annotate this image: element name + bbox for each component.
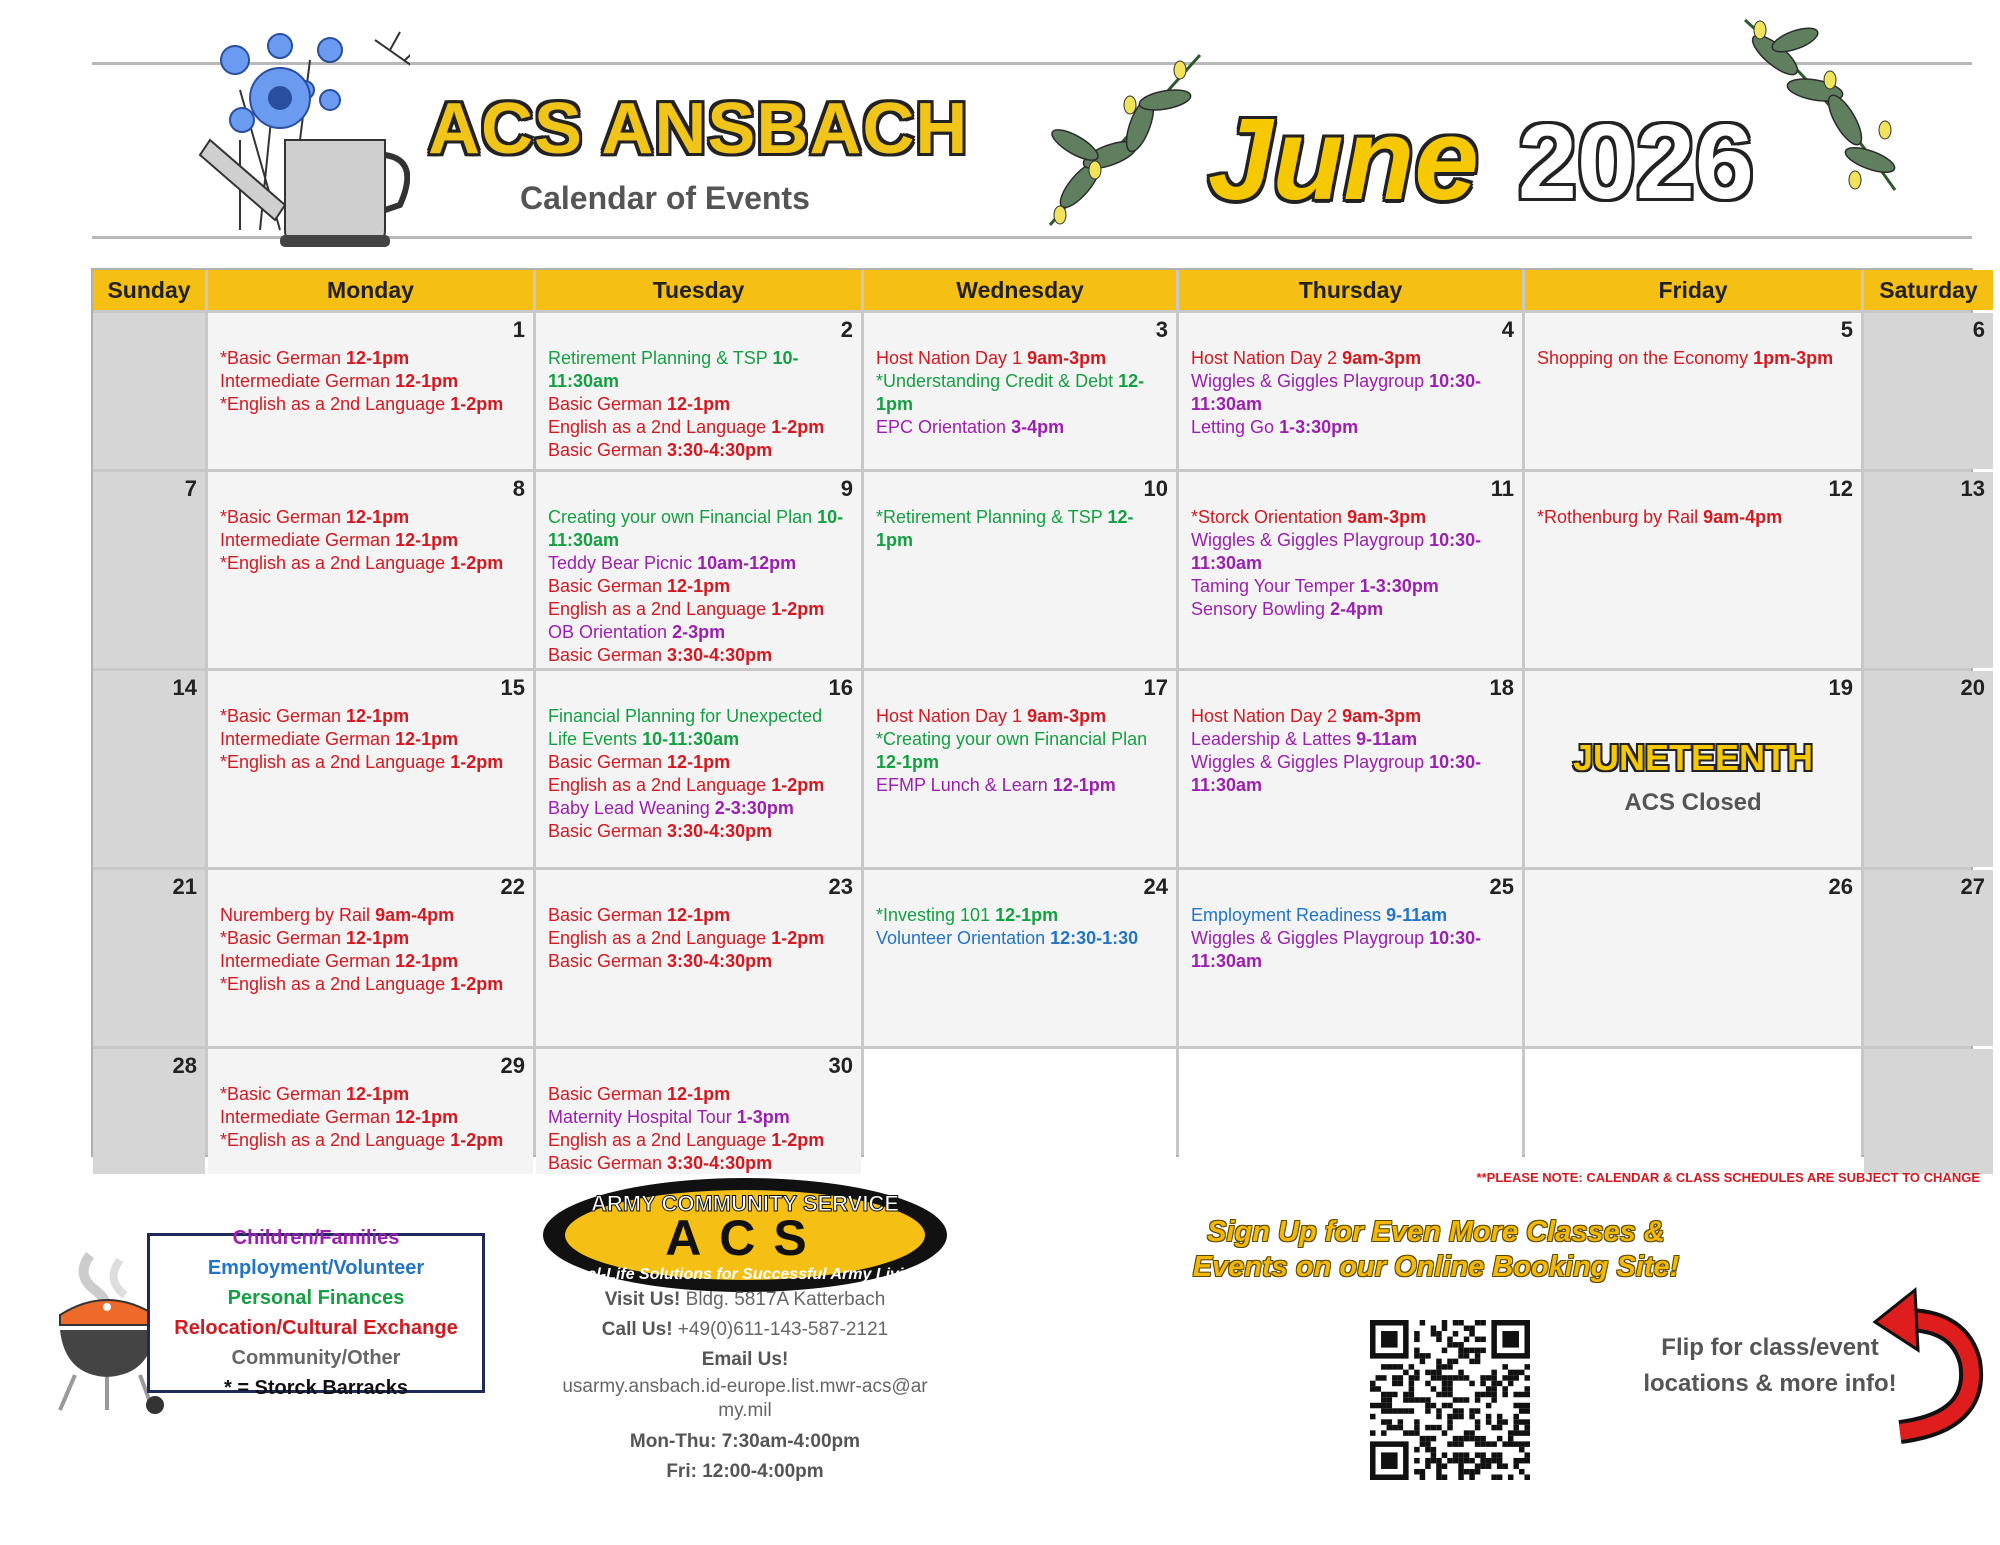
event-time: 1-2pm <box>771 599 825 619</box>
day-number: 4 <box>1501 317 1514 342</box>
event-time: 10:30-11:30am <box>1191 530 1482 573</box>
event-title: Leadership & Lattes <box>1191 729 1357 749</box>
event-time: 10-11:30am <box>548 507 844 550</box>
event-item[interactable] <box>220 950 525 973</box>
event-time: 10:30-11:30am <box>1191 371 1482 414</box>
day-number: 18 <box>1489 675 1514 700</box>
day-number: 6 <box>1972 317 1985 342</box>
day-number: 20 <box>1960 675 1985 700</box>
event-time: 12-1pm <box>395 951 459 971</box>
event-item[interactable] <box>876 774 1168 797</box>
event-item[interactable] <box>548 575 853 598</box>
day-number: 13 <box>1960 476 1985 501</box>
event-item[interactable] <box>1191 529 1514 575</box>
day-cell-13[interactable] <box>1864 472 1993 668</box>
event-time: 10am-12pm <box>697 553 797 573</box>
day-cell-1[interactable] <box>208 313 533 469</box>
event-item[interactable] <box>1191 904 1514 927</box>
contact-info <box>540 1285 950 1487</box>
event-time: 12-1pm <box>395 371 459 391</box>
event-title: English as a 2nd Language <box>548 417 772 437</box>
day-cell-16[interactable] <box>536 671 861 867</box>
day-cell-6[interactable] <box>1864 313 1993 469</box>
event-title: Basic German <box>548 752 668 772</box>
event-item[interactable] <box>548 820 853 843</box>
event-title: *English as a 2nd Language <box>220 974 451 994</box>
event-item[interactable] <box>1191 416 1514 439</box>
event-item[interactable] <box>548 506 853 552</box>
event-time: 1-2pm <box>771 417 825 437</box>
event-title: *Basic German <box>220 706 347 726</box>
event-title: English as a 2nd Language <box>548 599 772 619</box>
event-time: 3-4pm <box>1011 417 1065 437</box>
hours-fri: Fri: 12:00-4:00pm <box>666 1461 824 1482</box>
day-cell-23[interactable] <box>536 870 861 1046</box>
event-time: 9am-3pm <box>1342 348 1422 368</box>
event-title: EPC Orientation <box>876 417 1012 437</box>
day-cell-9[interactable] <box>536 472 861 668</box>
event-item[interactable] <box>1537 506 1853 529</box>
event-title: English as a 2nd Language <box>548 1130 772 1150</box>
event-item[interactable] <box>1191 728 1514 751</box>
event-time: 12-1pm <box>346 348 410 368</box>
event-item[interactable] <box>548 927 853 950</box>
hours-mon-thu: Mon-Thu: 7:30am-4:00pm <box>629 1431 861 1452</box>
day-header-saturday: Saturday <box>1864 270 1993 310</box>
event-time: 12-1pm <box>395 1107 459 1127</box>
event-title: Basic German <box>548 951 668 971</box>
event-item[interactable] <box>876 370 1168 416</box>
legend-item: Children/Families <box>232 1227 400 1249</box>
event-time: 1-2pm <box>771 928 825 948</box>
legend-item: Community/Other <box>231 1347 401 1369</box>
event-title: *Understanding Credit & Debt <box>876 371 1119 391</box>
day-number: 28 <box>172 1053 197 1078</box>
event-title: Employment Readiness <box>1191 905 1387 925</box>
day-number: 8 <box>512 476 525 501</box>
day-cell-empty[interactable] <box>864 1049 1176 1174</box>
day-number: 30 <box>828 1053 853 1078</box>
event-item[interactable] <box>1191 575 1514 598</box>
day-cell-empty[interactable] <box>1179 1049 1522 1174</box>
event-title: Basic German <box>548 394 668 414</box>
event-time: 1pm-3pm <box>1753 348 1834 368</box>
day-cell-30[interactable] <box>536 1049 861 1174</box>
day-number: 16 <box>828 675 853 700</box>
acs-logo <box>540 1175 950 1295</box>
event-item[interactable] <box>876 416 1168 439</box>
day-cell-24[interactable] <box>864 870 1176 1046</box>
day-cell-25[interactable] <box>1179 870 1522 1046</box>
event-item[interactable] <box>1191 705 1514 728</box>
event-item[interactable] <box>220 393 525 416</box>
event-time: 9am-3pm <box>1347 507 1427 527</box>
event-title: Intermediate German <box>220 1107 396 1127</box>
event-title: Host Nation Day 1 <box>876 348 1028 368</box>
month-name: June <box>1208 94 1479 224</box>
day-cell-empty[interactable] <box>93 313 205 469</box>
event-title: Shopping on the Economy <box>1537 348 1754 368</box>
day-cell-21[interactable] <box>93 870 205 1046</box>
event-title: *Storck Orientation <box>1191 507 1348 527</box>
event-title: *English as a 2nd Language <box>220 394 451 414</box>
event-title: Retirement Planning & TSP <box>548 348 773 368</box>
event-title: Wiggles & Giggles Playgroup <box>1191 530 1430 550</box>
event-item[interactable] <box>548 1152 853 1174</box>
event-title: Creating your own Financial Plan <box>548 507 818 527</box>
logo-acs-text: ACS <box>665 1210 825 1266</box>
event-time: 1-3:30pm <box>1279 417 1359 437</box>
day-number: 19 <box>1828 675 1853 700</box>
event-title: *Basic German <box>220 1084 347 1104</box>
event-item[interactable] <box>220 751 525 774</box>
day-number: 5 <box>1840 317 1853 342</box>
event-time: 1-2pm <box>450 974 504 994</box>
day-cell-3[interactable] <box>864 313 1176 469</box>
day-header-sunday: Sunday <box>93 270 205 310</box>
curved-arrow-icon <box>1870 1282 1985 1447</box>
event-time: 9-11am <box>1356 729 1418 749</box>
event-title: Wiggles & Giggles Playgroup <box>1191 752 1430 772</box>
event-title: Sensory Bowling <box>1191 599 1331 619</box>
event-time: 2-4pm <box>1330 599 1384 619</box>
holiday-title: JUNETEENTH <box>1572 737 1814 778</box>
day-cell-14[interactable] <box>93 671 205 867</box>
event-time: 1-2pm <box>771 1130 825 1150</box>
email-address[interactable]: usarmy.ansbach.id-europe.list.mwr-acs@army.mil <box>562 1376 928 1421</box>
event-item[interactable] <box>1191 347 1514 370</box>
day-number: 14 <box>172 675 197 700</box>
event-item[interactable] <box>220 728 525 751</box>
event-item[interactable] <box>1191 751 1514 797</box>
event-title: Basic German <box>548 576 668 596</box>
event-title: Taming Your Temper <box>1191 576 1360 596</box>
event-time: 3:30-4:30pm <box>667 951 773 971</box>
event-title: Teddy Bear Picnic <box>548 553 698 573</box>
event-title: Basic German <box>548 1084 668 1104</box>
page-title: ACS ANSBACH <box>428 89 969 169</box>
event-item[interactable] <box>548 950 853 973</box>
event-title: Basic German <box>548 821 668 841</box>
event-time: 12-1pm <box>346 928 410 948</box>
event-time: 9am-3pm <box>1342 706 1422 726</box>
event-title: *Retirement Planning & TSP <box>876 507 1108 527</box>
event-item[interactable] <box>548 705 853 751</box>
day-number: 23 <box>828 874 853 899</box>
event-item[interactable] <box>548 751 853 774</box>
event-item[interactable] <box>548 904 853 927</box>
day-number: 2 <box>840 317 853 342</box>
event-item[interactable] <box>548 347 853 393</box>
event-item[interactable] <box>220 370 525 393</box>
logo-tagline: Real-Life Solutions for Successful Army Living <box>567 1266 923 1283</box>
day-cell-28[interactable] <box>93 1049 205 1174</box>
day-cell-2[interactable] <box>536 313 861 469</box>
event-title: Basic German <box>548 440 668 460</box>
legend-item: Relocation/Cultural Exchange <box>174 1317 458 1339</box>
event-item[interactable] <box>548 416 853 439</box>
day-number: 11 <box>1490 476 1514 501</box>
event-time: 12-1pm <box>395 729 459 749</box>
flip-instructions <box>1640 1330 1900 1402</box>
event-time: 12-1pm <box>346 1084 410 1104</box>
event-time: 12-1pm <box>667 752 731 772</box>
event-time: 9-11am <box>1386 905 1448 925</box>
event-time: 1-2pm <box>450 1130 504 1150</box>
event-item[interactable] <box>220 1106 525 1129</box>
signup-line-2: Events on our Online Booking Site! <box>1192 1251 1680 1283</box>
event-title: Intermediate German <box>220 371 396 391</box>
day-cell-19[interactable] <box>1525 671 1861 867</box>
event-time: 12-1pm <box>346 706 410 726</box>
day-cell-29[interactable] <box>208 1049 533 1174</box>
year-label: 2026 <box>1518 103 1754 221</box>
call-label: Call Us! <box>601 1319 673 1340</box>
day-cell-20[interactable] <box>1864 671 1993 867</box>
event-time: 12-1pm <box>395 530 459 550</box>
day-header-monday: Monday <box>208 270 533 310</box>
event-time: 12-1pm <box>346 507 410 527</box>
calendar-grid <box>91 268 1985 1173</box>
event-title: EFMP Lunch & Learn <box>876 775 1053 795</box>
day-number: 12 <box>1828 476 1853 501</box>
event-title: *English as a 2nd Language <box>220 1130 451 1150</box>
day-header-thursday: Thursday <box>1179 270 1522 310</box>
event-item[interactable] <box>220 1083 525 1106</box>
event-time: 10:30-11:30am <box>1191 928 1482 971</box>
holiday-note: ACS Closed <box>1624 789 1762 816</box>
event-item[interactable] <box>548 621 853 644</box>
day-number: 3 <box>1155 317 1168 342</box>
event-time: 1-2pm <box>450 752 504 772</box>
day-cell-empty[interactable] <box>1864 1049 1993 1174</box>
event-item[interactable] <box>548 797 853 820</box>
event-time: 12-1pm <box>876 507 1134 550</box>
day-cell-10[interactable] <box>864 472 1176 668</box>
day-cell-27[interactable] <box>1864 870 1993 1046</box>
day-header-friday: Friday <box>1525 270 1861 310</box>
event-time: 2-3:30pm <box>714 798 794 818</box>
event-time: 3:30-4:30pm <box>667 440 773 460</box>
event-item[interactable] <box>548 774 853 797</box>
day-number: 26 <box>1828 874 1853 899</box>
day-number: 10 <box>1143 476 1168 501</box>
category-legend <box>147 1227 485 1399</box>
event-title: Nuremberg by Rail <box>220 905 376 925</box>
event-time: 12-1pm <box>876 752 940 772</box>
flip-line-2: locations & more info! <box>1643 1370 1897 1397</box>
watering-can-flowers-icon <box>180 20 410 250</box>
event-item[interactable] <box>876 347 1168 370</box>
event-title: English as a 2nd Language <box>548 928 772 948</box>
event-item[interactable] <box>876 904 1168 927</box>
event-item[interactable] <box>220 705 525 728</box>
event-title: Basic German <box>548 905 668 925</box>
event-title: Wiggles & Giggles Playgroup <box>1191 928 1430 948</box>
event-time: 12-1pm <box>667 1084 731 1104</box>
event-item[interactable] <box>876 927 1168 950</box>
event-time: 9am-3pm <box>1027 706 1107 726</box>
event-time: 12-1pm <box>876 371 1145 414</box>
day-cell-12[interactable] <box>1525 472 1861 668</box>
event-time: 9am-3pm <box>1027 348 1107 368</box>
event-item[interactable] <box>1191 598 1514 621</box>
event-title: English as a 2nd Language <box>548 775 772 795</box>
event-item[interactable] <box>548 1106 853 1129</box>
day-number: 27 <box>1960 874 1985 899</box>
visit-address: Bldg. 5817A Katterbach <box>680 1289 886 1310</box>
email-label: Email Us! <box>701 1349 789 1370</box>
event-time: 3:30-4:30pm <box>667 645 773 665</box>
event-time: 1-3pm <box>736 1107 790 1127</box>
day-number: 15 <box>500 675 525 700</box>
event-time: 12-1pm <box>667 394 731 414</box>
event-title: Wiggles & Giggles Playgroup <box>1191 371 1430 391</box>
event-time: 1-3:30pm <box>1359 576 1439 596</box>
visit-label: Visit Us! <box>604 1289 681 1310</box>
event-title: *Creating your own Financial Plan <box>876 729 1148 749</box>
day-number: 1 <box>512 317 525 342</box>
event-item[interactable] <box>876 506 1168 552</box>
legend-item: * = Storck Barracks <box>223 1377 408 1399</box>
event-time: 10-11:30am <box>548 348 799 391</box>
event-title: OB Orientation <box>548 622 673 642</box>
event-item[interactable] <box>548 1083 853 1106</box>
event-item[interactable] <box>876 705 1168 728</box>
event-item[interactable] <box>1191 927 1514 973</box>
leaf-branch-icon <box>1030 45 1210 235</box>
day-number: 24 <box>1143 874 1168 899</box>
event-title: Basic German <box>548 645 668 665</box>
event-title: Maternity Hospital Tour <box>548 1107 737 1127</box>
event-title: Intermediate German <box>220 729 396 749</box>
event-time: 3:30-4:30pm <box>667 821 773 841</box>
legend-item: Employment/Volunteer <box>207 1257 425 1279</box>
event-item[interactable] <box>548 1129 853 1152</box>
event-item[interactable] <box>220 904 525 927</box>
schedule-change-note: **PLEASE NOTE: CALENDAR & CLASS SCHEDULES ARE SUBJECT TO CHANGE <box>1476 1170 1980 1185</box>
event-title: Volunteer Orientation <box>876 928 1051 948</box>
event-title: Intermediate German <box>220 951 396 971</box>
event-time: 12-1pm <box>995 905 1059 925</box>
event-item[interactable] <box>1191 506 1514 529</box>
day-header-tuesday: Tuesday <box>536 270 861 310</box>
event-title: Intermediate German <box>220 530 396 550</box>
day-number: 17 <box>1143 675 1168 700</box>
day-cell-18[interactable] <box>1179 671 1522 867</box>
event-item[interactable] <box>1537 347 1853 370</box>
event-time: 12-1pm <box>667 576 731 596</box>
signup-banner <box>1176 1215 1696 1285</box>
event-time: 3:30-4:30pm <box>667 1153 773 1173</box>
day-cell-11[interactable] <box>1179 472 1522 668</box>
event-item[interactable] <box>220 552 525 575</box>
event-item[interactable] <box>548 393 853 416</box>
day-number: 29 <box>500 1053 525 1078</box>
event-time: 1-2pm <box>450 394 504 414</box>
day-cell-26[interactable] <box>1525 870 1861 1046</box>
event-item[interactable] <box>1191 370 1514 416</box>
event-item[interactable] <box>220 1129 525 1152</box>
event-time: 10:30-11:30am <box>1191 752 1482 795</box>
event-time: 9am-4pm <box>1703 507 1783 527</box>
event-title: *Investing 101 <box>876 905 996 925</box>
event-item[interactable] <box>548 552 853 575</box>
event-title: Host Nation Day 2 <box>1191 706 1343 726</box>
signup-line-1: Sign Up for Even More Classes & <box>1207 1216 1665 1248</box>
event-time: 12-1pm <box>667 905 731 925</box>
day-number: 21 <box>172 874 197 899</box>
event-title: *English as a 2nd Language <box>220 752 451 772</box>
day-cell-empty[interactable] <box>1525 1049 1861 1174</box>
event-time: 10-11:30am <box>642 729 740 749</box>
event-item[interactable] <box>548 439 853 462</box>
event-title: Basic German <box>548 1153 668 1173</box>
phone-number[interactable]: +49(0)611-143-587-2121 <box>672 1319 889 1340</box>
day-cell-5[interactable] <box>1525 313 1861 469</box>
event-item[interactable] <box>876 728 1168 774</box>
leaf-branch-icon <box>1735 10 1915 200</box>
flip-line-1: Flip for class/event <box>1661 1334 1879 1361</box>
day-number: 9 <box>840 476 853 501</box>
day-header-wednesday: Wednesday <box>864 270 1176 310</box>
logo-top-text: ARMY COMMUNITY SERVICE <box>590 1191 900 1216</box>
event-time: 12:30-1:30 <box>1050 928 1139 948</box>
event-time: 2-3pm <box>672 622 726 642</box>
event-time: 9am-4pm <box>375 905 455 925</box>
day-number: 25 <box>1489 874 1514 899</box>
event-title: *English as a 2nd Language <box>220 553 451 573</box>
event-item[interactable] <box>220 927 525 950</box>
event-title: *Basic German <box>220 507 347 527</box>
event-title: *Basic German <box>220 348 347 368</box>
event-item[interactable] <box>548 598 853 621</box>
event-title: Letting Go <box>1191 417 1280 437</box>
event-title: Host Nation Day 1 <box>876 706 1028 726</box>
event-item[interactable] <box>220 973 525 996</box>
day-number: 22 <box>500 874 525 899</box>
event-title: Financial Planning for Unexpected Life Events <box>548 706 823 749</box>
day-cell-17[interactable] <box>864 671 1176 867</box>
day-cell-7[interactable] <box>93 472 205 668</box>
event-time: 1-2pm <box>450 553 504 573</box>
day-cell-4[interactable] <box>1179 313 1522 469</box>
page-subtitle: Calendar of Events <box>520 180 810 216</box>
event-title: Host Nation Day 2 <box>1191 348 1343 368</box>
event-item[interactable] <box>548 644 853 667</box>
legend-item: Personal Finances <box>227 1287 405 1309</box>
event-item[interactable] <box>220 506 525 529</box>
event-item[interactable] <box>220 347 525 370</box>
day-cell-8[interactable] <box>208 472 533 668</box>
event-item[interactable] <box>220 529 525 552</box>
event-time: 12-1pm <box>1052 775 1116 795</box>
event-title: *Basic German <box>220 928 347 948</box>
event-title: *Rothenburg by Rail <box>1537 507 1704 527</box>
day-cell-22[interactable] <box>208 870 533 1046</box>
event-title: Baby Lead Weaning <box>548 798 715 818</box>
day-number: 7 <box>184 476 197 501</box>
day-cell-15[interactable] <box>208 671 533 867</box>
qr-code-icon[interactable] <box>1370 1320 1530 1480</box>
event-time: 1-2pm <box>771 775 825 795</box>
